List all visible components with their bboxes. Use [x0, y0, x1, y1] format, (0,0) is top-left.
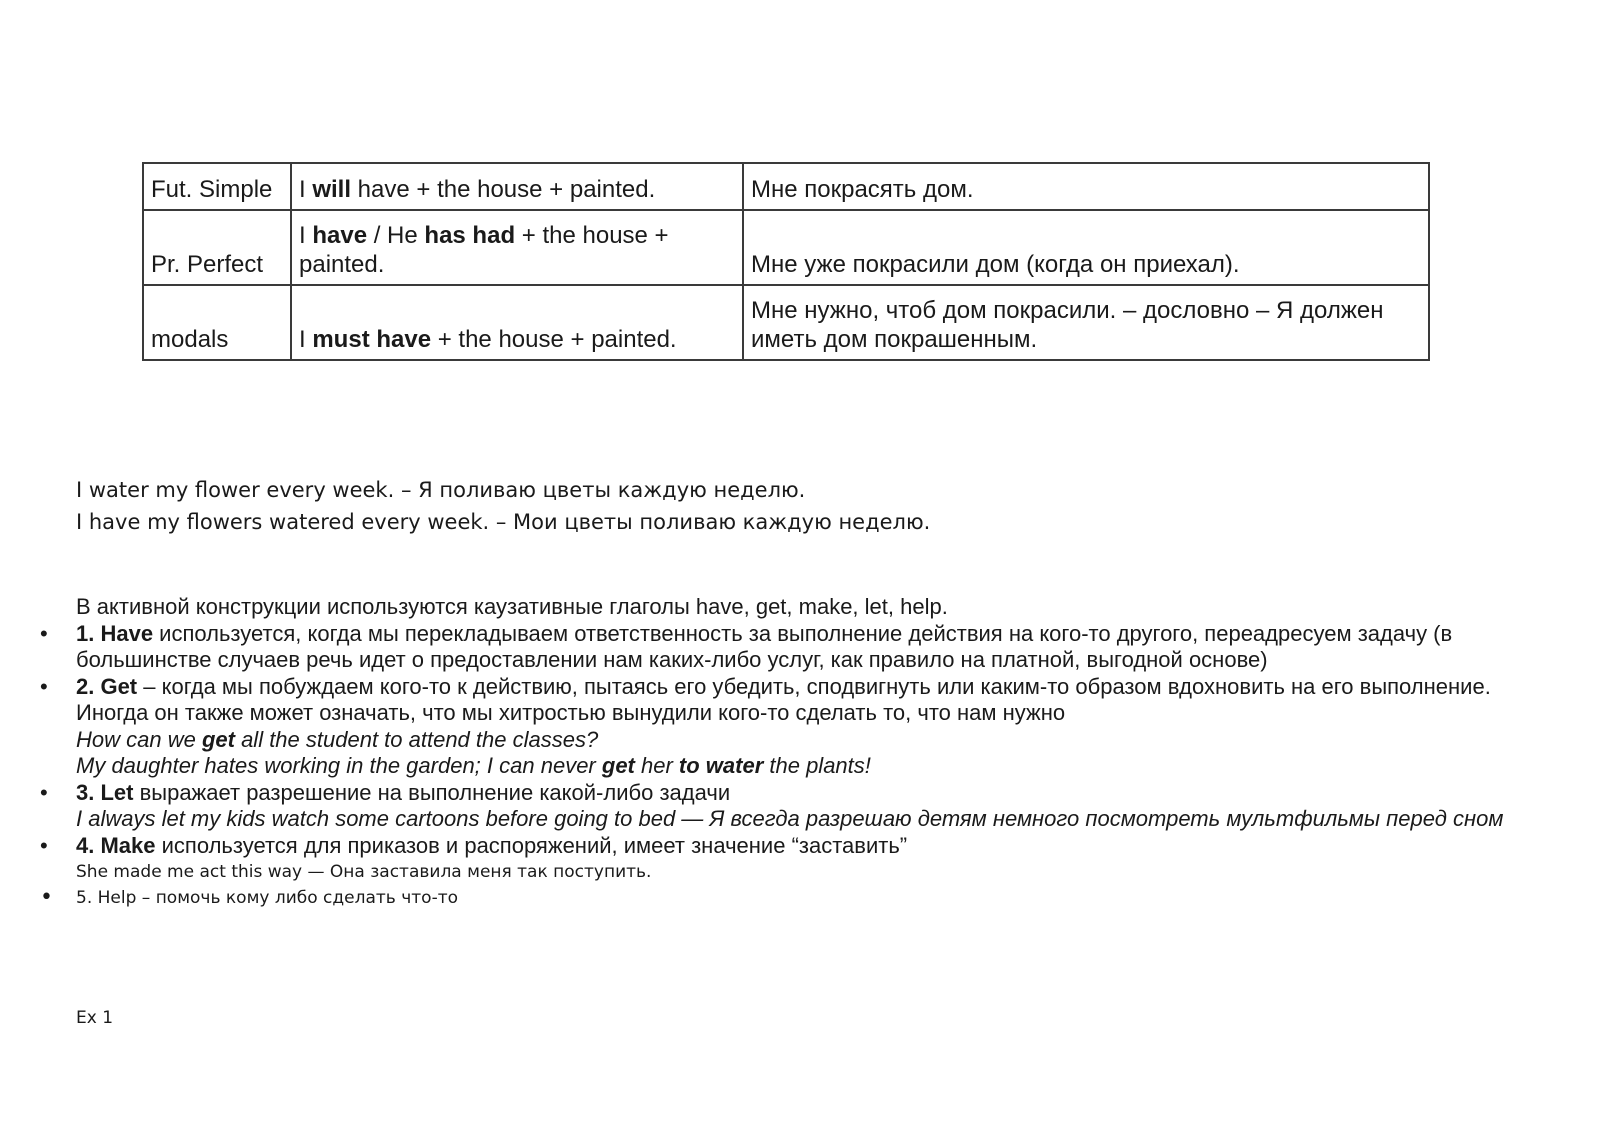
verb-description: – когда мы побуждаем кого-то к действию, пытаясь его убедить, сподвигнуть или каким-то образом вдохновить на его выполнение. Иногда он также может означать, что мы хитростью вынудили кого-то сделать то, что нам нужно	[76, 673, 1491, 725]
tense-cell: modals	[143, 285, 291, 360]
russian-cell: Мне нужно, чтоб дом покрасили. – дословно – Я должен иметь дом покрашенным.	[743, 285, 1429, 360]
example-sentence: I always let my kids watch some cartoons before going to bed — Я всегда разрешаю детям немного посмотреть мультфильмы перед сном	[76, 806, 1504, 831]
verb-title: 4. Make	[76, 832, 156, 858]
grammar-table	[142, 162, 1430, 361]
bullet-icon: •	[40, 673, 48, 699]
verb-title: 1. Have	[76, 620, 154, 646]
verb-title: 3. Let	[76, 779, 134, 805]
verb-description: используется для приказов и распоряжений, имеет значение “заставить”	[155, 832, 908, 858]
verb-description: используется, когда мы перекладываем ответственность за выполнение действия на кого-то другого, переадресуем задачу (в большинстве случаев речь идет о предоставлении нам каких-либо услуг, как правило на платной, выгодной основе)	[76, 620, 1453, 672]
exercise-label: Ex 1	[76, 1008, 114, 1028]
verb-description: 5. Help – помочь кому либо сделать что-то	[76, 888, 459, 908]
list-item	[40, 885, 1516, 911]
bullet-icon: •	[40, 620, 48, 646]
tense-cell: Fut. Simple	[143, 163, 291, 210]
list-item	[40, 832, 1516, 886]
bullet-icon: •	[40, 779, 48, 805]
example-line: I water my flower every week. – Я поливаю цветы каждую неделю.	[76, 478, 806, 502]
russian-cell: Мне покрасять дом.	[743, 163, 1429, 210]
causative-verb-list	[40, 620, 1516, 912]
english-cell: I must have + the house + painted.	[291, 285, 743, 360]
example-line: I have my flowers watered every week. – Мои цветы поливаю каждую неделю.	[76, 510, 931, 534]
active-construction-section	[40, 594, 1516, 911]
section-intro: В активной конструкции используются каузативные глаголы have, get, make, let, help.	[76, 594, 948, 619]
english-cell: I will have + the house + painted.	[291, 163, 743, 210]
english-cell: I have / He has had + the house + painted.	[291, 210, 743, 285]
list-item	[40, 620, 1516, 674]
bullet-icon: •	[40, 885, 53, 910]
list-item	[40, 673, 1516, 780]
example-sentences	[76, 474, 930, 538]
russian-cell: Мне уже покрасили дом (когда он приехал).	[743, 210, 1429, 285]
example-sentence: My daughter hates working in the garden; I can never get her to water the plants!	[76, 753, 871, 778]
table-row	[143, 285, 1429, 360]
table-row	[143, 163, 1429, 210]
bullet-icon: •	[40, 832, 48, 858]
verb-description: выражает разрешение на выполнение какой-либо задачи	[133, 779, 731, 805]
list-item	[40, 779, 1516, 833]
tense-cell: Pr. Perfect	[143, 210, 291, 285]
table-row	[143, 210, 1429, 285]
verb-title: 2. Get	[76, 673, 138, 699]
example-sentence: How can we get all the student to attend the classes?	[76, 726, 599, 752]
example-sentence: She made me act this way — Она заставила меня так поступить.	[76, 862, 652, 882]
